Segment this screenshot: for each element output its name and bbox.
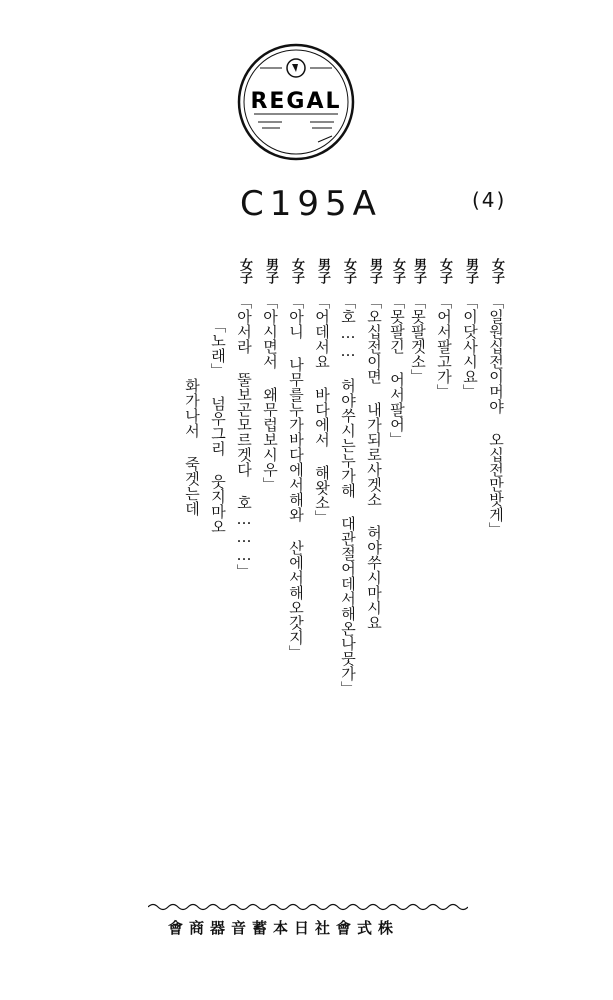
lyric-line: 「못팔겟소」 bbox=[409, 294, 427, 384]
lyric-line: 「아시면서 왜무럽보시우」 bbox=[261, 294, 279, 492]
publisher-name: 會商器音蓄本日社會式株 bbox=[168, 919, 400, 937]
regal-record-logo bbox=[236, 42, 356, 162]
lyric-line: 「이닷사시요」 bbox=[461, 294, 479, 399]
speaker-label: 男子 bbox=[315, 258, 330, 284]
speaker-label: 女子 bbox=[289, 258, 304, 284]
lyric-column bbox=[262, 258, 278, 492]
regal-seal-icon bbox=[236, 42, 356, 162]
song-column bbox=[184, 378, 200, 516]
lyric-line: 「아서라 뚤보곤모르겟다 호………」 bbox=[235, 294, 253, 579]
speaker-label: 男子 bbox=[463, 258, 478, 284]
lyric-column bbox=[366, 258, 382, 630]
speaker-label: 女子 bbox=[489, 258, 504, 284]
lyric-line: 「오십전이면 내가되로사겟소 허야쑤시마시요 bbox=[365, 294, 383, 630]
lyric-column bbox=[389, 258, 405, 447]
lyric-column bbox=[488, 258, 504, 537]
speaker-label: 男子 bbox=[263, 258, 278, 284]
lyric-column bbox=[410, 258, 426, 384]
page-number: (4) bbox=[472, 188, 507, 212]
lyric-line: 「어서팔고가」 bbox=[435, 294, 453, 399]
logo-brand: REGAL bbox=[250, 89, 342, 114]
lyric-column bbox=[340, 258, 356, 696]
speaker-label: 女子 bbox=[341, 258, 356, 284]
speaker-label: 男子 bbox=[367, 258, 382, 284]
lyric-column bbox=[436, 258, 452, 399]
song-line: 화가나서 죽겟는데 bbox=[183, 378, 201, 516]
lyric-line: 「못팔긴 어서팔어」 bbox=[388, 294, 406, 447]
speaker-label: 女子 bbox=[437, 258, 452, 284]
speaker-label: 女子 bbox=[390, 258, 405, 284]
lyric-column bbox=[462, 258, 478, 399]
song-line: 「노래」 넘우그리 웃지마오 bbox=[209, 318, 227, 534]
lyric-column bbox=[314, 258, 330, 525]
song-column bbox=[210, 318, 226, 534]
speaker-label: 女子 bbox=[237, 258, 252, 284]
wavy-divider bbox=[148, 902, 468, 912]
record-number: C195A bbox=[240, 184, 382, 224]
lyric-line: 「호…… 허야쑤시는누가해 대관절어데서해온나뭇가」 bbox=[339, 294, 357, 696]
lyric-line: 「어데서요 바다에서 해왓소」 bbox=[313, 294, 331, 525]
lyric-line: 「일원십전이머야 오십전만밧게」 bbox=[487, 294, 505, 537]
lyric-line: 「아니 나무를누가바다에서해와 산에서해오갓지」 bbox=[287, 294, 305, 660]
lyric-column bbox=[288, 258, 304, 660]
lyric-column bbox=[236, 258, 252, 579]
speaker-label: 男子 bbox=[411, 258, 426, 284]
